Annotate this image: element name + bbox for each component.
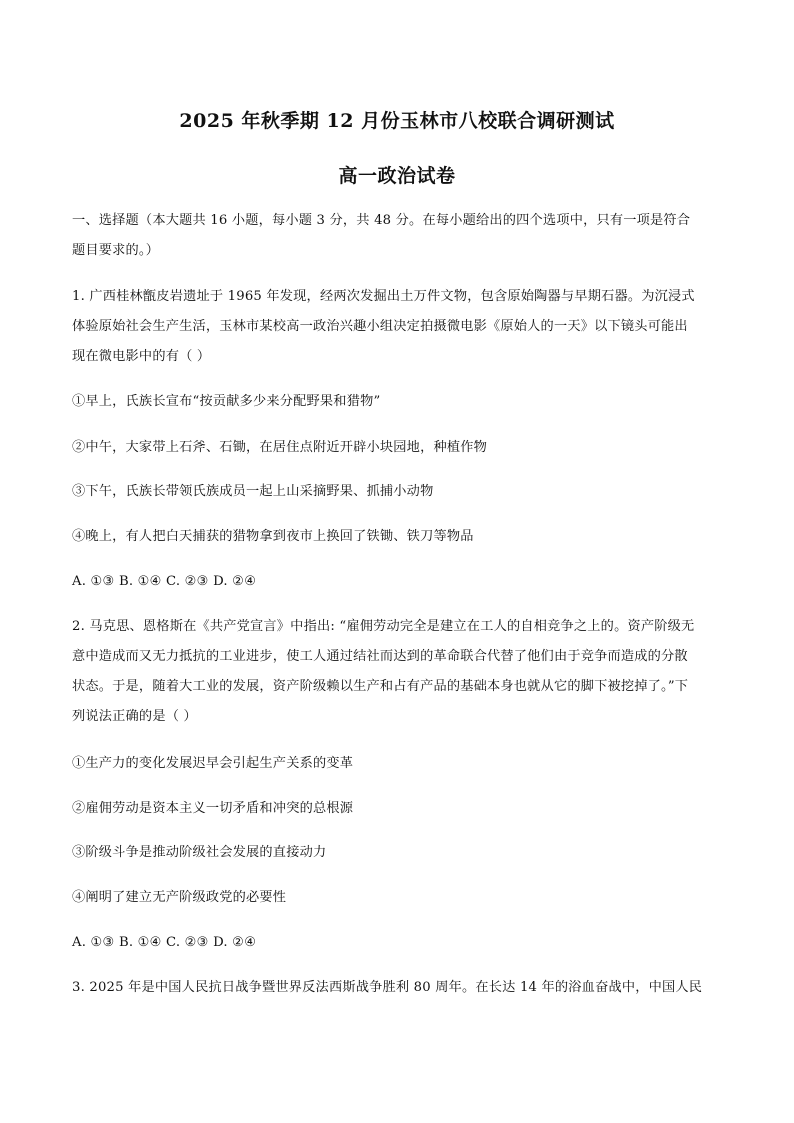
question-2-stem-line-1: 2. 马克思、恩格斯在《共产党宣言》中指出: “雇佣劳动完全是建立在工人的自相竞争之上的。资产阶级无 (72, 619, 695, 634)
question-2-choices: A. ①③ B. ①④ C. ②③ D. ②④ (72, 935, 257, 950)
question-2-stem-line-2: 意中造成而又无力抵抗的工业进步，使工人通过结社而达到的革命联合代替了他们由于竞争而造成的分散 (72, 649, 688, 664)
question-1-option-2: ②中午，大家带上石斧、石锄，在居住点附近开辟小块园地，种植作物 (72, 440, 488, 455)
question-1-stem-line-2: 体验原始社会生产生活，玉林市某校高一政治兴趣小组决定拍摄微电影《原始人的一天》以下镜头可能出 (72, 319, 688, 334)
question-1-stem-line-3: 现在微电影中的有（ ） (72, 349, 211, 364)
exam-title: 2025 年秋季期 12 月份玉林市八校联合调研测试 (179, 110, 615, 132)
question-2-option-3: ③阶级斗争是推动阶级社会发展的直接动力 (72, 845, 327, 860)
question-2-option-1: ①生产力的变化发展迟早会引起生产关系的变革 (72, 756, 354, 771)
question-1-stem-line-1: 1. 广西桂林甑皮岩遗址于 1965 年发现，经两次发掘出土万件文物，包含原始陶器与早期石器。为沉浸式 (72, 289, 695, 304)
section-instruction-line-2: 题目要求的。） (72, 243, 160, 258)
question-2-option-2: ②雇佣劳动是资本主义一切矛盾和冲突的总根源 (72, 801, 354, 816)
section-instruction-line-1: 一、选择题（本大题共 16 小题，每小题 3 分，共 48 分。在每小题给出的四个选项中，只有一项是符合 (72, 213, 691, 228)
question-2-stem-line-3: 状态。于是，随着大工业的发展，资产阶级赖以生产和占有产品的基础本身也就从它的脚下被挖掉了。”下 (72, 679, 689, 694)
question-3-stem-line-1: 3. 2025 年是中国人民抗日战争暨世界反法西斯战争胜利 80 周年。在长达 14 年的浴血奋战中，中国人民 (72, 980, 703, 995)
question-1-option-4: ④晚上，有人把白天捕获的猎物拿到夜市上换回了铁锄、铁刀等物品 (72, 529, 474, 544)
question-1-option-1: ①早上，氏族长宣布“按贡献多少来分配野果和猎物” (72, 394, 381, 409)
question-2-stem-line-4: 列说法正确的是（ ） (72, 709, 197, 724)
question-1-option-3: ③下午，氏族长带领氏族成员一起上山采摘野果、抓捕小动物 (72, 484, 434, 499)
question-1-choices: A. ①③ B. ①④ C. ②③ D. ②④ (72, 574, 257, 589)
question-2-option-4: ④阐明了建立无产阶级政党的必要性 (72, 890, 287, 905)
exam-subtitle: 高一政治试卷 (338, 165, 456, 187)
